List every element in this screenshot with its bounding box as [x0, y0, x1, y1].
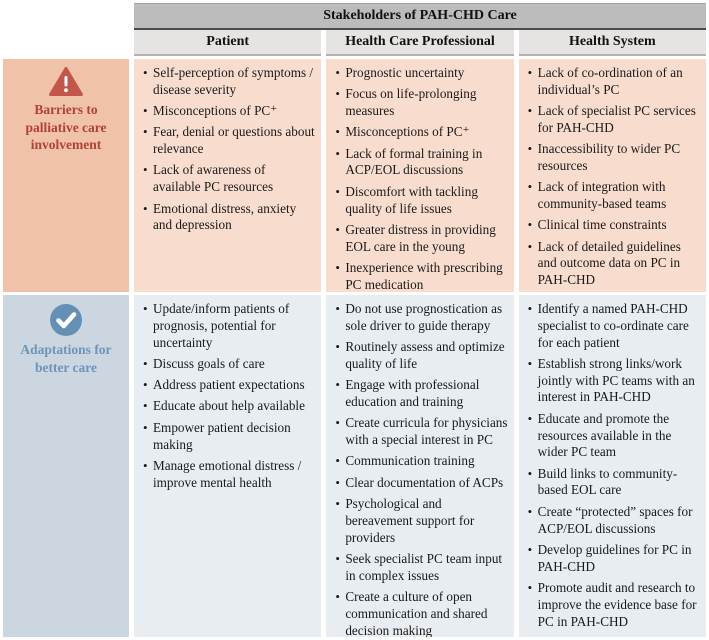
adaptations-health-system-list	[527, 301, 700, 630]
bullet-item: • Psychological and bereavement support for providers	[334, 496, 507, 546]
warning-triangle-icon	[49, 67, 83, 97]
column-headers	[134, 30, 706, 56]
bullet-item: • Misconceptions of PC⁺	[142, 103, 315, 120]
bullet-item: • Lack of formal training in ACP/EOL discussions	[334, 146, 507, 180]
bullet-item: • Prognostic uncertainty	[334, 65, 507, 82]
adaptations-patient-list	[142, 301, 315, 491]
bullet-item: • Address patient expectations	[142, 377, 315, 394]
bullet-item: • Create curricula for physicians with a special interest in PC	[334, 415, 507, 449]
bullet-item: • Inexperience with prescribing PC medication	[334, 260, 507, 292]
bullet-item: • Do not use prognostication as sole driver to guide therapy	[334, 301, 507, 335]
bullet-item: • Promote audit and research to improve the evidence base for PC in PAH-CHD	[527, 580, 700, 630]
bullet-item: • Create “protected” spaces for ACP/EOL discussions	[527, 504, 700, 538]
bullet-item: • Develop guidelines for PC in PAH-CHD	[527, 542, 700, 576]
bullet-item: • Lack of specialist PC services for PAH-CHD	[527, 103, 700, 137]
bullet-item: • Misconceptions of PC⁺	[334, 124, 507, 141]
adaptations-row-title: Adaptations for better care	[20, 342, 112, 375]
check-circle-icon	[49, 303, 83, 337]
bullet-item: • Build links to community-based EOL care	[527, 466, 700, 500]
cell-adaptations-health-care-professional	[326, 295, 513, 637]
bullet-item: • Focus on life-prolonging measures	[334, 86, 507, 120]
bullet-item: • Create a culture of open communication and shared decision making	[334, 589, 507, 637]
column-header-health-care-professional: Health Care Professional	[326, 30, 513, 56]
bullet-item: • Discuss goals of care	[142, 356, 315, 373]
stakeholders-table	[3, 3, 706, 637]
bullet-item: • Routinely assess and optimize quality of life	[334, 339, 507, 373]
adaptations-hcp-list	[334, 301, 507, 637]
bullet-item: • Lack of detailed guidelines and outcome data on PC in PAH-CHD	[527, 239, 700, 289]
column-header-health-system: Health System	[519, 30, 706, 56]
bullet-item: • Educate and promote the resources available in the wider PC team	[527, 411, 700, 461]
bullet-item: • Manage emotional distress / improve mental health	[142, 458, 315, 492]
cell-barriers-health-system	[519, 59, 706, 292]
bullet-item: • Identify a named PAH-CHD specialist to co-ordinate care for each patient	[527, 301, 700, 351]
column-header-patient: Patient	[134, 30, 321, 56]
bullet-item: • Discomfort with tackling quality of life issues	[334, 184, 507, 218]
corner-spacer	[3, 3, 134, 56]
bullet-item: • Greater distress in providing EOL care in the young	[334, 222, 507, 256]
cell-barriers-health-care-professional	[326, 59, 513, 292]
cell-barriers-patient	[134, 59, 321, 292]
bullet-item: • Establish strong links/work jointly with PC teams with an interest in PAH-CHD	[527, 356, 700, 406]
barriers-health-system-list	[527, 65, 700, 289]
bullet-item: • Seek specialist PC team input in complex issues	[334, 551, 507, 585]
bullet-item: • Emotional distress, anxiety and depression	[142, 201, 315, 235]
barriers-row-title: Barriers to palliative care involvement	[25, 102, 107, 153]
adaptations-row-header	[3, 295, 129, 637]
cell-adaptations-patient	[134, 295, 321, 637]
row-adaptations	[3, 295, 706, 637]
table-header	[3, 3, 706, 56]
barriers-patient-list	[142, 65, 315, 234]
bullet-item: • Self-perception of symptoms / disease severity	[142, 65, 315, 99]
cell-adaptations-health-system	[519, 295, 706, 637]
bullet-item: • Lack of awareness of available PC resources	[142, 162, 315, 196]
bullet-item: • Lack of integration with community-based teams	[527, 179, 700, 213]
bullet-item: • Update/inform patients of prognosis, potential for uncertainty	[142, 301, 315, 351]
bullet-item: • Clinical time constraints	[527, 217, 700, 234]
bullet-item: • Empower patient decision making	[142, 420, 315, 454]
bullet-item: • Lack of co-ordination of an individual’s PC	[527, 65, 700, 99]
banner-title: Stakeholders of PAH-CHD Care	[134, 3, 706, 30]
bullet-item: • Communication training	[334, 453, 507, 470]
bullet-item: • Educate about help available	[142, 398, 315, 415]
barriers-row-header	[3, 59, 129, 292]
row-barriers	[3, 59, 706, 292]
bullet-item: • Fear, denial or questions about relevance	[142, 124, 315, 158]
bullet-item: • Clear documentation of ACPs	[334, 475, 507, 492]
bullet-item: • Engage with professional education and training	[334, 377, 507, 411]
barriers-hcp-list	[334, 65, 507, 292]
bullet-item: • Inaccessibility to wider PC resources	[527, 141, 700, 175]
